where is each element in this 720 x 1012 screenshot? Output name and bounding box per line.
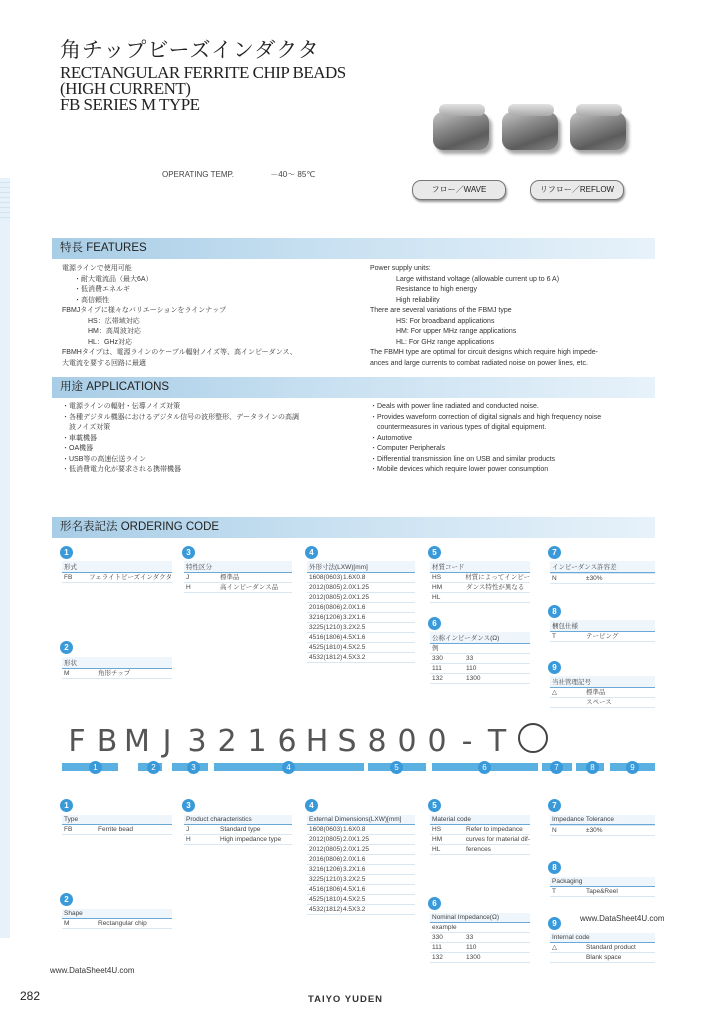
code-table-en-characteristics: Product characteristics J Standard type H High impedance type: [184, 815, 292, 845]
segment-number: 6: [478, 761, 491, 774]
code-number: 2: [60, 893, 73, 906]
page-title-en-1: RECTANGULAR FERRITE CHIP BEADS: [60, 63, 346, 82]
ordering-heading: 形名表記法 ORDERING CODE: [52, 517, 655, 538]
segment-number: 4: [282, 761, 295, 774]
page-title-en-2: (HIGH CURRENT): [60, 79, 191, 98]
blank-code-circle: [518, 723, 548, 753]
code-table-jp-shape: 形状 M 角形チップ: [62, 657, 172, 679]
applications-heading: 用途 APPLICATIONS: [52, 377, 655, 398]
features-jp: 電源ラインで使用可能 ・耐大電流品（最大6A） ・低消費エネルギ ・高信頼性 FBMJタイプに様々なバリエーションをラインナップ HS：広帯域対応 HM：高周波対応 HL：GHz対応 FBMHタイプは、電源ラインのケーブル輻射ノイズ等、高インピーダンス、 大電流を要する回路に最適: [62, 265, 297, 367]
code-table-jp-dimensions: 外形寸法(LXW)[mm] 1608(0603) 1.6X0.8 2012(0805) 2.0X1.25 2012(0805) 2.0X1.25 2016(0806) 2.0X1.6 3216(1206) 3.2X1.6 3225(1210) 3.2X2.5 4516(1806) 4.5X1.6 4525(1810) 4.5X2.5 4532(1812) 4.5X3.2: [307, 561, 415, 663]
chip-bead-image: [502, 112, 558, 150]
segment-number: 9: [626, 761, 639, 774]
code-table-jp-characteristics: 特性区分 J 標準品 H 高インピーダンス品: [184, 561, 292, 593]
code-number: 3: [182, 799, 195, 812]
code-number: 3: [182, 546, 195, 559]
code-table-jp-packaging: 梱包仕様 T テーピング: [550, 620, 655, 642]
code-table-jp-material: 材質コード HS 材質によってインピー HM ダンス特性が異なる HL: [430, 561, 530, 603]
code-number: 7: [548, 546, 561, 559]
applications-jp: ・電源ラインの輻射・伝導ノイズ対策 ・各種デジタル機器におけるデジタル信号の波形整形、データラインの高調 波ノイズ対策 ・車載機器 ・OA機器 ・USB等の高速伝送ライン ・低消費電力化が要求される携帯機器: [62, 403, 299, 473]
code-table-en-type: Type FB Ferrite bead: [62, 815, 172, 835]
page-title-jp: 角チップビーズインダクタ: [60, 38, 320, 62]
reflow-badge: リフロー／REFLOW: [530, 180, 624, 200]
code-number: 1: [60, 546, 73, 559]
code-number: 8: [548, 861, 561, 874]
code-table-en-shape: Shape M Rectangular chip: [62, 909, 172, 929]
code-table-jp-tolerance: インピーダンス許容差 N ±30%: [550, 561, 655, 584]
code-table-en-tolerance: Impedance Tolerance N ±30%: [550, 815, 655, 836]
segment-number: 7: [550, 761, 563, 774]
part-number: F B M J 3 2 1 6 H S 8 0 0 - T: [62, 724, 548, 759]
watermark-text: www.DataSheet4U.com: [50, 966, 135, 975]
code-number: 9: [548, 661, 561, 674]
side-stripe: [0, 178, 10, 938]
operating-temp: [162, 169, 315, 180]
watermark-text: www.DataSheet4U.com: [580, 914, 665, 923]
code-number: 2: [60, 641, 73, 654]
code-table-jp-impedance: 公称インピーダンス(Ω) 例 330 33 111 110 132 1300: [430, 632, 530, 684]
page-number: 282: [20, 989, 41, 1003]
segment-number: 5: [390, 761, 403, 774]
code-table-en-packaging: Packaging T Tape&Reel: [550, 877, 655, 897]
features-en: Power supply units: Large withstand voltage (allowable current up to 6 A) Resistance to high energy High reliability There are several variations of the FBMJ type HS: For broadband applications HM: For upper MHz range applications HL: For GHz range applications The FBMH type are optimal for circuit designs which require high impede- ances and large currents to combat radiated noise on power lines, etc.: [370, 265, 598, 367]
code-number: 5: [428, 546, 441, 559]
applications-en: ・Deals with power line radiated and conducted noise. ・Provides waveform correction of digital signals and high frequency noise countermeasures in various types of digital equipment. ・Automotive ・Computer Peripherals ・Differential transmission line on USB and similar products ・Mobile devices which require lower power consumption: [370, 403, 602, 473]
code-table-en-material: Material code HS Refer to impedance HM curves for material dif- HL ferences: [432, 816, 530, 853]
code-number: 8: [548, 605, 561, 618]
code-table-en-dimensions: External Dimensions(LXW)[mm] 1608(0603) 1.6X0.8 2012(0805) 2.0X1.25 2012(0805) 2.0X1.25 2016(0806) 2.0X1.6 3216(1206) 3.2X1.6 3225(1210) 3.2X2.5 4516(1806) 4.5X1.6 4525(1810) 4.5X2.5 4532(1812) 4.5X3.2: [307, 815, 415, 915]
code-number: 1: [60, 799, 73, 812]
brand-logo: TAIYO YUDEN: [308, 994, 384, 1005]
code-number: 9: [548, 917, 561, 930]
code-number: 6: [428, 617, 441, 630]
code-table-en-impedance: Nominal Impedance(Ω) example 330 33 111 110 132 1300: [430, 913, 530, 963]
code-table-jp-internal: 当社管理記号 △ 標準品 スペース: [550, 676, 655, 708]
chip-bead-image: [570, 112, 626, 150]
code-number: 6: [428, 897, 441, 910]
segment-number: 2: [147, 761, 160, 774]
code-number: 5: [428, 799, 441, 812]
code-number: 7: [548, 799, 561, 812]
page-title-en-3: FB SERIES M TYPE: [60, 95, 200, 114]
chip-bead-image: [433, 112, 489, 150]
features-heading: 特長 FEATURES: [52, 238, 655, 259]
segment-number: 3: [187, 761, 200, 774]
operating-temp-value: －40～ 85℃: [270, 170, 316, 179]
code-number: 4: [305, 799, 318, 812]
code-table-jp-type: 形式 FB フェライトビーズインダクタ: [62, 561, 172, 583]
code-number: 4: [305, 546, 318, 559]
operating-temp-label: OPERATING TEMP.: [162, 170, 235, 179]
code-table-en-internal: Internal code △ Standard product Blank space: [550, 933, 655, 963]
segment-number: 1: [89, 761, 102, 774]
segment-number: 8: [586, 761, 599, 774]
wave-badge: フロー／WAVE: [412, 180, 506, 200]
